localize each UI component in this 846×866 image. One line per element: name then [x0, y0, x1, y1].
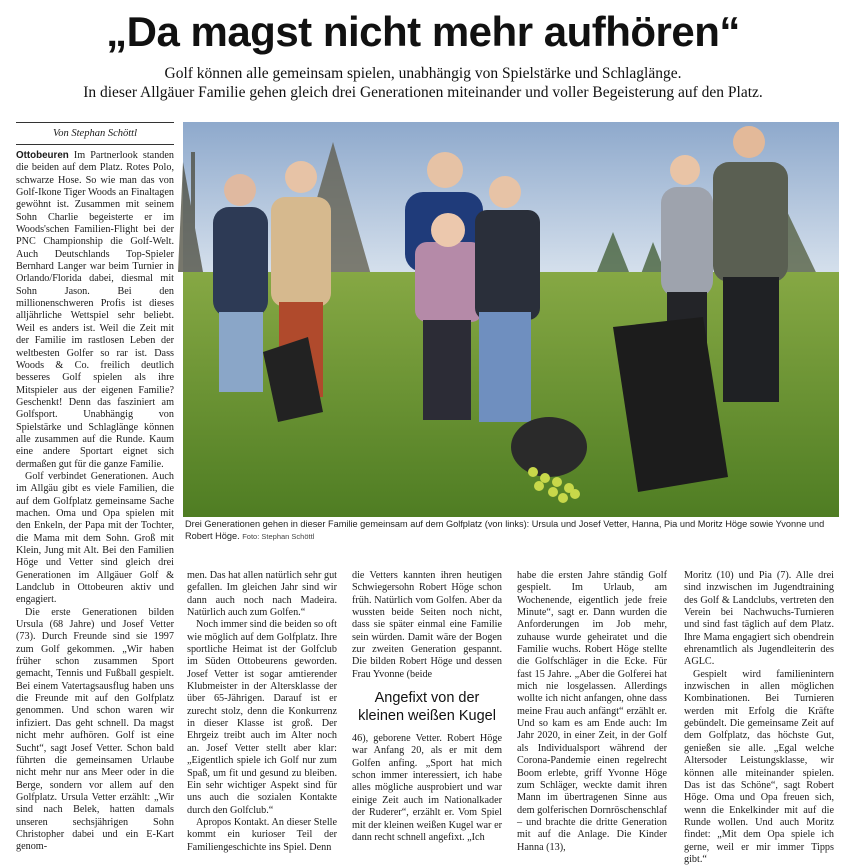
subhead-line-1: Golf können alle gemeinsam spielen, unabhängig von Spielstärke und Schlaglänge.	[164, 65, 682, 82]
paragraph-text: Im Partnerlook standen die beiden auf dem Platz. Rotes Polo, schwarze Hose. So wie man das von Golf-Ikone Tiger Woods an Finaltagen gewöhnt ist. Zusammen mit seinem Sohn Charlie begeisterte er im Woods'schen Familien-Flight bei der PNC Championship die Golf-Welt. Auch Deutschlands Top-Spieler Bernhard Langer war beim Turnier in Orlando/Florida dabei, diesmal mit Sohn Jason. Bei den millionenschweren Profis ist dieses alljährliche Wettspiel sehr beliebt. Weil es anders ist. Weil die Zeit mit der Familie im rastlosen Leben der weltbesten Golfer so rar ist. Dass Woods & Co. freilich deutlich besseres Golf spielen als ihre Mitspieler aus der eigenen Familie? Geschenkt! Denn das fasziniert am Golfsport. Unabhängig von Spielstärke und Schlaglänge können alle zusammen auf die Runde. Kaum eine andere Sportart eignet sich dermaßen gut für die ganze Familie.	[16, 150, 174, 470]
photo-caption	[185, 518, 840, 543]
article-paragraph: Noch immer sind die beiden so oft wie möglich auf dem Golfplatz. Ihre sportliche Heimat ist der Golfclub im Süden Ottobeurens geworden. Josef Vetter ist sogar amtierender Klubmeister in der Altersklasse der über 65-Jährigen. Darauf ist er zurecht stolz, denn die Konkurrenz in dieser Klasse ist groß. Der Ehrgeiz treibt auch im Alter noch an. Josef Vetter stellt aber klar: „Eigentlich spiele ich Golf nur zum Spaß, um fit und gesund zu bleiben. Ein sehr wichtiger Aspekt sind für uns auch die sozialen Kontakte durch den Golfclub.“	[187, 619, 337, 816]
article-paragraph: men. Das hat allen natürlich sehr gut gefallen. Im gleichen Jahr sind wir dann auch noch nach Madeira. Natürlich auch zum Golfen.“	[187, 570, 337, 619]
article-column-3	[352, 570, 502, 842]
family-golf-photo	[183, 122, 839, 517]
article-paragraph: habe die ersten Jahre ständig Golf gespielt. Im Urlaub, am Wochenende, eigentlich jede freie Minute“, sagt er. Dann wurden die Anforderungen im Job mehr, zuhause wurde geheiratet und die Familie wuchs. Robert Höge stellte die Golfschläger in die Ecke. Für fast 15 Jahre. „Aber die Golferei hat mich nie losgelassen. Allerdings wollte ich nicht anfangen, ohne dass meine Frau auch anfängt“ erzählt er. Und so kam es am Ende auch: Im Jahr 2020, in einer Zeit, in der Golf als Individualsport während der Corona-Pandemie einen regelrecht Boom erlebte, griff Yvonne Höge zum Schläger, weckte damit ihren Mann im übertragenen Sinne aus dem golferischen Dornröschenschlaf – und brachte die dritte Generation mit auf die Anlage. Die Kinder Hanna (13),	[517, 570, 667, 853]
subhead-line-2: In dieser Allgäuer Familie gehen gleich drei Generationen miteinander und voller Begeisterung auf den Platz.	[83, 84, 763, 101]
article-paragraph: Apropos Kontakt. An dieser Stelle kommt ein kurioser Teil der Familiengeschichte ins Spiel. Denn	[187, 816, 337, 853]
photo-credit: Foto: Stephan Schöttl	[242, 532, 315, 541]
article-column-2	[187, 570, 337, 853]
section-subtitle: Angefixt von der kleinen weißen Kugel	[358, 690, 496, 725]
article-paragraph: die Vetters kannten ihren heutigen Schwiegersohn Robert Höge schon früh. Natürlich vom Golfen. Aber da wussten beide Seiten noch nicht, dass sie später einmal eine Familie sein würden. Damit wäre der Bogen zur zweiten Generation gespannt. Die bilden Robert Höge und dessen Frau Yvonne (beide	[352, 570, 502, 680]
article-column-1	[16, 150, 174, 853]
article-paragraph	[16, 150, 174, 471]
article-paragraph: Golf verbindet Generationen. Auch im Allgäu gibt es viele Familien, die auf dem Golfplatz gemeinsame Sache machen. Oma und Opa spielen mit den Enkeln, der Papa mit der Tochter, die Mama mit dem Sohn. Groß mit Klein, Jung mit Alt. Bei den Familien Höge und Vetter sind gleich drei Generationen im Allgäuer Golf & Landclub in Ottobeuren aktiv und engagiert.	[16, 470, 174, 606]
subhead	[0, 64, 846, 102]
article-paragraph: Gespielt wird familienintern inzwischen in allen möglichen Kombinationen. Bei Turnieren werden mit Erfolg die Kräfte gebündelt. Die gemeinsame Zeit auf dem Golfplatz, das höchste Gut, genießen sie alle. „Egal welche Altersoder Leistungsklasse, wir können alle miteinander spielen. Das ist das Schöne“, sagt Robert Höge. Oma und Opa freuen sich, wenn die Enkelkinder mit auf die Runde wollen. Und auch Moritz findet: „Mit dem Opa spiele ich gerne, weil er mir immer Tipps gibt.“	[684, 668, 834, 865]
article-column-5	[684, 570, 834, 865]
article-column-4	[517, 570, 667, 853]
article-paragraph: Moritz (10) und Pia (7). Alle drei sind inzwischen im Jugendtraining des Golf & Landclubs, vertreten den Verein bei Nachwuchs-Turnieren und sind fast täglich auf dem Platz. Ihre Mama engagiert sich obendrein ehrenamtlich als Jugendleiterin des AGLC.	[684, 570, 834, 668]
dateline-location: Ottobeuren	[16, 150, 69, 161]
article-paragraph: 46), geborene Vetter. Robert Höge war Anfang 20, als er mit dem Golfen anfing. „Sport hat mich schon immer interessiert, ich habe alles mögliche ausprobiert und war einige Zeit auch im Nationalkader der Ruderer“, erzählt er. Vom Spiel mit der kleinen weißen Kugel war er dann recht schnell angefixt. „Ich	[352, 733, 502, 843]
byline: Von Stephan Schöttl	[16, 122, 174, 145]
headline: „Da magst nicht mehr aufhören“	[106, 8, 740, 55]
photo-caption-text: Drei Generationen gehen in dieser Familie gemeinsam auf dem Golfplatz (von links): Ursula und Josef Vetter, Hanna, Pia und Moritz Höge sowie Yvonne und Robert Höge.	[185, 519, 825, 541]
family-golf-photo-illustration	[183, 122, 839, 517]
article-paragraph: Die erste Generationen bilden Ursula (68 Jahre) und Josef Vetter (73). Durch Freunde sind sie 1997 zum Golf gekommen. „Wir haben früher schon zusammen Sport gemacht, Tennis und Fußball gespielt. Bei einem Vatertagsausflug haben uns die Freunde mit auf den Golfplatz genommen. Und schon waren wir infiziert. Das geht schnell. Da magst nicht mehr aufhören. Golf ist eine Sucht“, sagt Josef Vetter. Schon bald führten die gemeinsamen Urlaube nicht mehr nur ans Meer oder in die Berge, sondern vor allem auf den Golfplatz. Ursula Vetter erzählt: „Wir sind nach Belek, hatten damals unseren sechsjährigen Sohn Christopher dabei und ein E-Kart genom-	[16, 606, 174, 853]
